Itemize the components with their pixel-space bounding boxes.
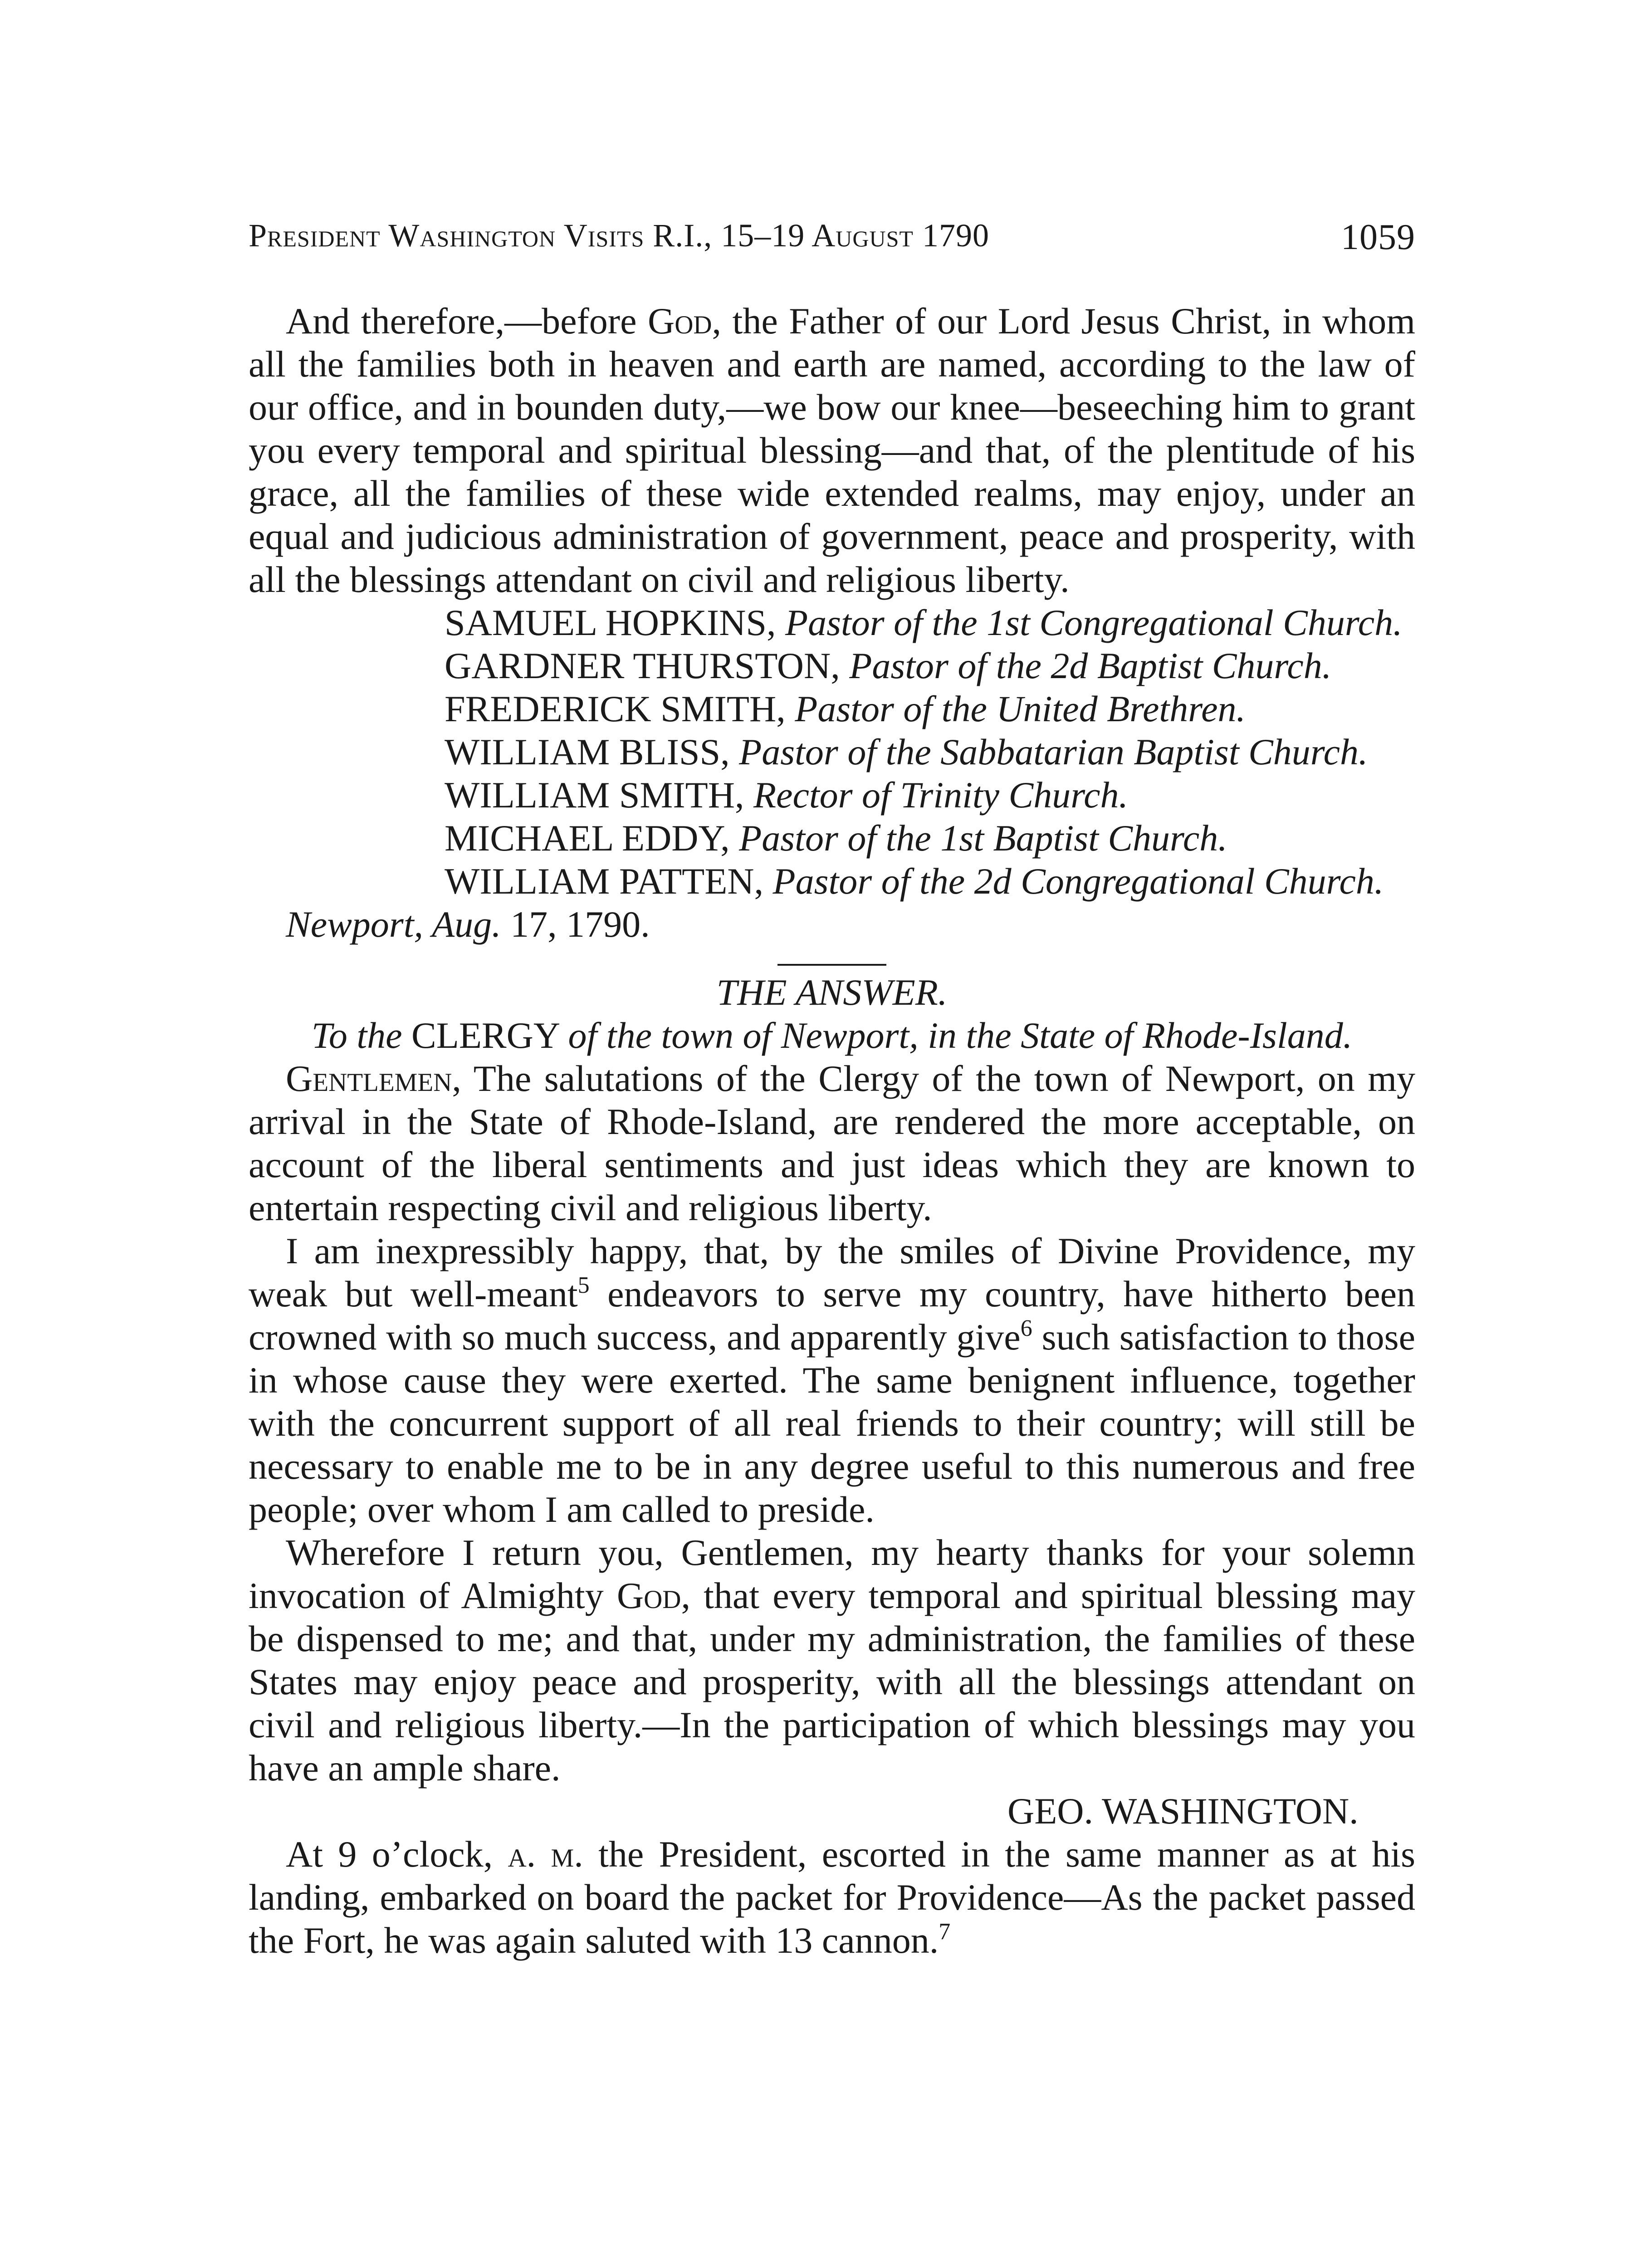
signatory-line bbox=[445, 816, 1415, 860]
signatory-line bbox=[445, 730, 1415, 773]
divider-rule bbox=[777, 964, 886, 966]
text-run: Wherefore I return you, Gentlemen, my hearty thanks for your solemn invocation of Almighty bbox=[249, 1532, 1415, 1616]
footnote-marker: 6 bbox=[1020, 1315, 1032, 1341]
page-number: 1059 bbox=[1341, 217, 1415, 257]
running-head: President Washington Visits R.I., 15–19 August 1790 bbox=[249, 217, 989, 254]
answer-paragraph-3 bbox=[249, 1531, 1415, 1789]
text-run: endeavors to serve my country, have hitherto been crowned with so much success, and apparently give bbox=[249, 1273, 1415, 1358]
text-run: I am inexpressibly happy, that, by the smiles of Divine Providence, my weak but well-meant bbox=[249, 1230, 1415, 1315]
signatory-name: WILLIAM PATTEN, bbox=[445, 860, 764, 902]
address-paragraph bbox=[249, 299, 1415, 601]
signatory-name: GARDNER THURSTON, bbox=[445, 645, 840, 686]
salutation: Gentlemen bbox=[286, 1058, 452, 1099]
signatory-line bbox=[445, 601, 1415, 644]
text-run: such satisfaction to those in whose cause they were exerted. The same benignent influence, together with the concurrent support of all real friends to their country; will still be necessary to enable me to be in any degree useful to this numerous and free people; over whom I am called to preside. bbox=[249, 1316, 1415, 1530]
signatory-title: Pastor of the United Brethren. bbox=[795, 688, 1246, 729]
signatory-line bbox=[445, 687, 1415, 730]
signatory-title: Pastor of the 1st Baptist Church. bbox=[739, 817, 1227, 859]
signatory-line bbox=[445, 773, 1415, 816]
god-small-caps: God bbox=[616, 1575, 681, 1616]
dateline bbox=[249, 903, 1415, 946]
closing-paragraph bbox=[249, 1833, 1415, 1962]
text-run: And therefore,—before bbox=[286, 300, 648, 342]
am-small-caps: a. m. bbox=[508, 1833, 583, 1875]
dateline-place: Newport, Aug. bbox=[286, 904, 501, 945]
answer-paragraph-1 bbox=[249, 1057, 1415, 1229]
section-divider bbox=[249, 946, 1415, 971]
signatories-list bbox=[249, 601, 1415, 903]
page-header bbox=[249, 217, 1415, 271]
answer-paragraph-2 bbox=[249, 1229, 1415, 1531]
footnote-marker: 5 bbox=[577, 1272, 590, 1298]
text-run: the President, escorted in the same manner as at his landing, embarked on board the packet for Providence—As the packet passed the Fort, he was again saluted with 13 cannon. bbox=[249, 1833, 1415, 1961]
answer-heading: THE ANSWER. bbox=[716, 972, 948, 1013]
text-run: To the bbox=[311, 1015, 402, 1056]
signatory-name: MICHAEL EDDY, bbox=[445, 817, 730, 859]
signatory-name: SAMUEL HOPKINS, bbox=[445, 602, 776, 643]
god-small-caps: God bbox=[648, 300, 712, 342]
text-run: At 9 o’clock, bbox=[286, 1833, 508, 1875]
text-run: , the Father of our Lord Jesus Christ, in whom all the families both in heaven and earth are named, according to the law of our office, and in bounden duty,—we bow our knee—beseeching him to grant you every temporal and spiritual blessing—and that, of the plentitude of his grace, all the families of these wide extended realms, may enjoy, under an equal and judicious administration of government, peace and prosperity, with all the blessings attendant on civil and religious liberty. bbox=[249, 300, 1416, 600]
text-run: , The salutations of the Clergy of the town of Newport, on my arrival in the State of Rhode-Island, are rendered the more acceptable, on account of the liberal sentiments and just ideas which they are known to entertain respecting civil and religious liberty. bbox=[249, 1058, 1415, 1228]
signatory-title: Pastor of the 2d Congregational Church. bbox=[772, 860, 1384, 902]
signatory-title: Pastor of the 2d Baptist Church. bbox=[849, 645, 1332, 686]
washington-signature: GEO. WASHINGTON. bbox=[1007, 1790, 1359, 1832]
signatory-title: Pastor of the 1st Congregational Church. bbox=[785, 602, 1403, 643]
text-run: CLERGY bbox=[411, 1015, 559, 1056]
answer-addressee bbox=[249, 1014, 1415, 1057]
signatory-title: Pastor of the Sabbatarian Baptist Church. bbox=[739, 731, 1368, 772]
signatory-line bbox=[445, 644, 1415, 687]
text-run: , that every temporal and spiritual blessing may be dispensed to me; and that, under my administration, the families of these States may enjoy peace and prosperity, with all the blessings attendant on civil and religious liberty.—In the participation of which blessings may you have an ample share. bbox=[249, 1575, 1415, 1789]
footnote-marker: 7 bbox=[939, 1919, 951, 1945]
signatory-line bbox=[445, 860, 1415, 903]
text-run: of the town of Newport, in the State of Rhode-Island. bbox=[568, 1015, 1353, 1056]
dateline-date: 17, 1790. bbox=[510, 904, 650, 945]
signatory-title: Rector of Trinity Church. bbox=[753, 774, 1128, 816]
signatory-name: FREDERICK SMITH, bbox=[445, 688, 786, 729]
signatory-name: WILLIAM BLISS, bbox=[445, 731, 730, 772]
signatory-name: WILLIAM SMITH, bbox=[445, 774, 744, 816]
page-body bbox=[249, 299, 1415, 1962]
